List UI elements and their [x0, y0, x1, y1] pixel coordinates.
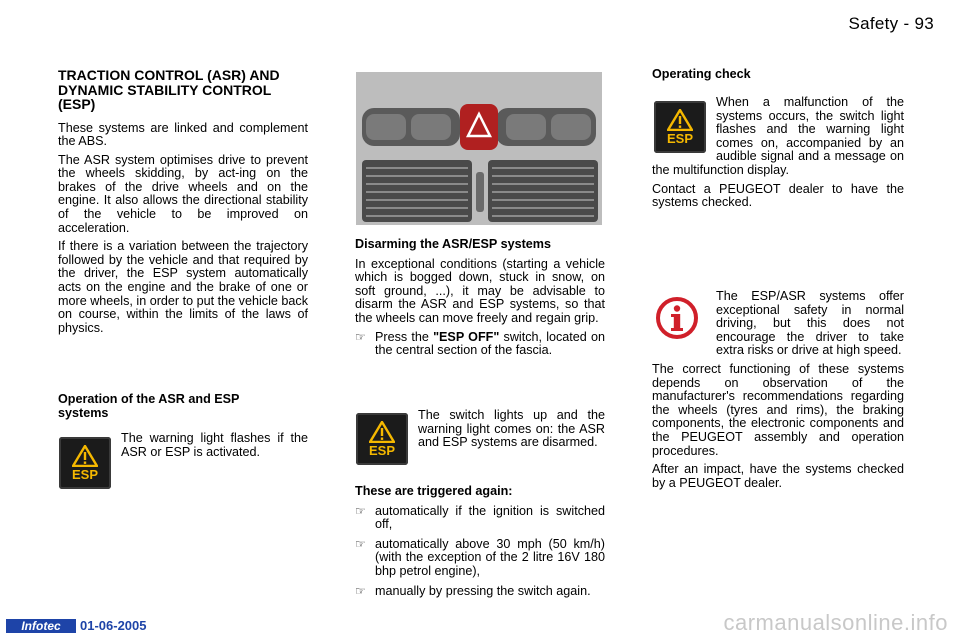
- esp-label: ESP: [71, 467, 98, 482]
- list-item: ☞ automatically above 30 mph (50 km/h) (with the exception of the 2 litre 16V 180 bhp petrol engine),: [355, 536, 605, 578]
- warning-triangle-icon: [369, 421, 395, 443]
- paragraph-after-impact: After an impact, have the systems checked by a PEUGEOT dealer.: [652, 462, 904, 490]
- esp-off-switch-label: "ESP OFF": [433, 329, 500, 344]
- fascia-switches-image: [356, 72, 602, 225]
- paragraph-contact-dealer: Contact a PEUGEOT dealer to have the systems checked.: [652, 181, 904, 210]
- column-middle: [355, 238, 605, 364]
- press-text-post: switch, located on the central section of the fascia.: [375, 329, 605, 358]
- infotec-logo: Infotec: [6, 619, 76, 633]
- section-heading-retrigger: These are triggered again:: [355, 484, 513, 498]
- warning-triangle-icon: [72, 445, 98, 467]
- esp-label: ESP: [666, 131, 693, 146]
- section-heading-operating-check: Operating check: [652, 67, 751, 81]
- list-item: ☞ manually by pressing the switch again.: [355, 583, 591, 598]
- list-item: ☞ automatically if the ignition is switched off,: [355, 503, 605, 532]
- section-heading-traction-control: TRACTION CONTROL (ASR) AND DYNAMIC STABILITY CONTROL (ESP): [58, 67, 280, 112]
- paragraph-malfunction: When a malfunction of the systems occurs, the switch light flashes and the warning light comes on, accompanied by an audible signal and a message on the multifunction display.: [652, 95, 904, 177]
- paragraph-disarming: In exceptional conditions (starting a vehicle which is bogged down, stuck in snow, on soft ground, ...), it may be advisable to disarm the ASR and ESP systems, so that the wheels can move freely and regain grip.: [355, 256, 605, 325]
- footer-date: 01-06-2005: [80, 618, 147, 633]
- pointing-hand-icon: ☞: [355, 583, 366, 598]
- esp-warning-light-icon: [59, 437, 111, 489]
- info-section: [652, 290, 904, 495]
- watermark: carmanualsonline.info: [723, 610, 948, 635]
- pointing-hand-icon: ☞: [355, 503, 366, 518]
- dashboard-photo: [356, 72, 602, 225]
- operation-text: The warning light flashes if the ASR or ESP is activated.: [121, 431, 308, 459]
- retrigger-section: [355, 485, 605, 604]
- operating-check-text: [652, 96, 904, 215]
- column-right: [652, 68, 904, 82]
- press-text-pre: Press the: [375, 329, 434, 344]
- esp-label: ESP: [368, 443, 395, 458]
- paragraph-correct-functioning: The correct functioning of these systems depends on observation of the manufacturer's recommendations regarding the wheels (tyres and rims), the braking components, the electronic components and the PEUGEOT assembly and operation procedures.: [652, 361, 904, 458]
- paragraph-safety-note: The ESP/ASR systems offer exceptional safety in normal driving, but this does not encourage the driver to take extra risks or drive at high speed.: [716, 289, 905, 358]
- operation-section: [58, 393, 308, 420]
- paragraph-asr: The ASR system optimises drive to prevent the wheels skidding, by act-ing on the brakes of the drive wheels and on the engine. It also allows the directional stability of the vehicle to be improved on acceleration.: [58, 152, 308, 235]
- pointing-hand-icon: ☞: [355, 329, 366, 344]
- bullet-press-switch: [355, 331, 605, 358]
- column-left: [58, 68, 308, 340]
- section-heading-disarming: Disarming the ASR/ESP systems: [355, 237, 551, 251]
- esp-switch-light-icon: [356, 413, 408, 465]
- paragraph-esp: If there is a variation between the trajectory followed by the vehicle and that required by the driver, the ESP system automatically acts on the engine and the brake of one or more wheels, in order to put the vehicle back on course, within the limits of the laws of physics.: [58, 239, 308, 335]
- pointing-hand-icon: ☞: [355, 536, 366, 551]
- paragraph-intro: These systems are linked and complement the ABS.: [58, 120, 308, 149]
- section-heading-operation: Operation of the ASR and ESP systems: [58, 392, 240, 420]
- switch-lights-text: The switch lights up and the warning light comes on: the ASR and ESP systems are disarmed.: [418, 408, 605, 450]
- page-title: Safety - 93: [848, 14, 934, 33]
